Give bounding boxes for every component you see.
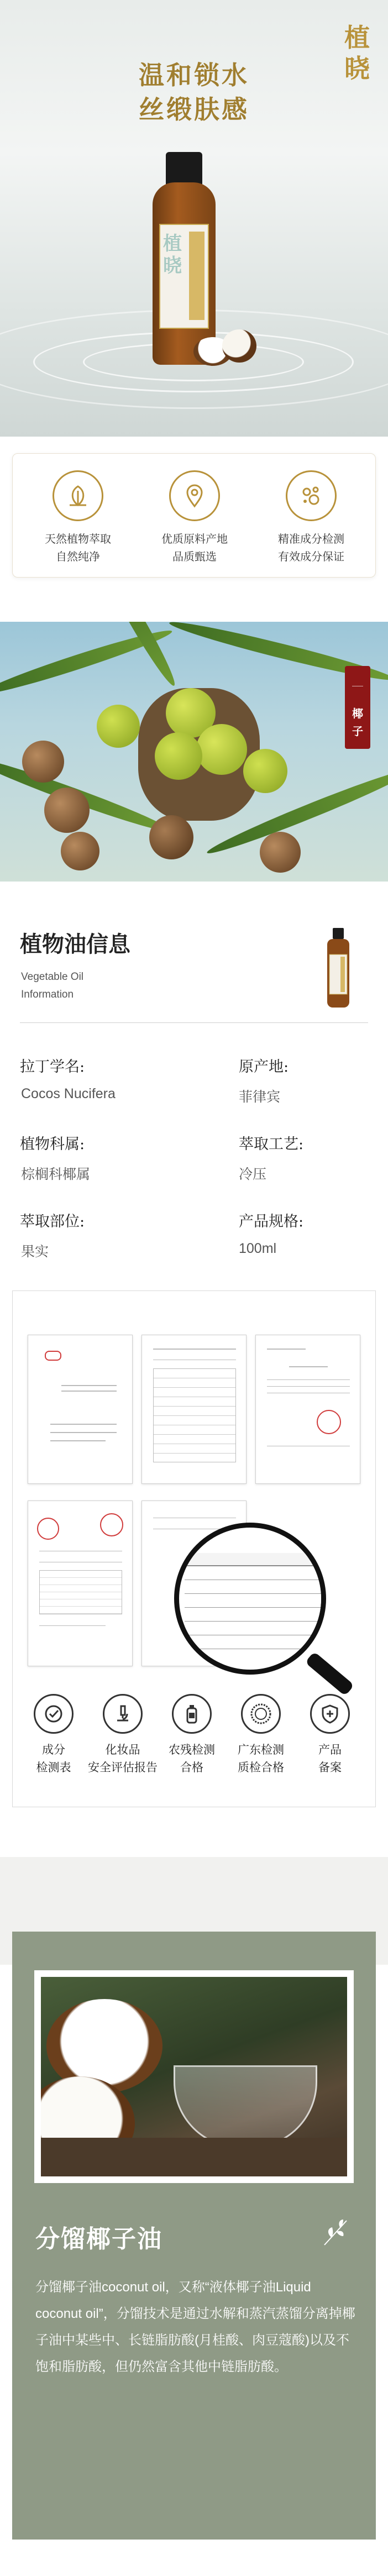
cert-table bbox=[39, 1570, 122, 1614]
coconut-tag bbox=[345, 666, 370, 749]
cert-caption-line1: 产品 bbox=[318, 1743, 342, 1756]
cert-caption-line2: 检测表 bbox=[36, 1761, 71, 1774]
green-coconut bbox=[243, 749, 287, 793]
cert-caption-line2: 质检合格 bbox=[238, 1761, 284, 1774]
shield-icon bbox=[310, 1694, 350, 1734]
leaf-icon bbox=[53, 470, 103, 521]
features-card bbox=[12, 453, 376, 578]
certificate-document bbox=[28, 1335, 133, 1484]
hero-banner bbox=[0, 0, 388, 437]
cert-caption-line1: 广东检测 bbox=[238, 1743, 284, 1756]
feature-title: 优质原料产地 bbox=[161, 532, 228, 545]
extraction-method-label: 萃取工艺: bbox=[239, 1136, 304, 1153]
oil-description: 分馏椰子油coconut oil，又称“液体椰子油Liquid coconut oil”，分馏技术是通过水解和蒸汽蒸馏分离掉椰子油中某些中、长链脂肪酸(月桂酸、肉豆蔻酸)以及不饱和脂肪酸，但仍然富含其他中链脂肪酸。 bbox=[35, 2280, 355, 2374]
product-spec-label: 产品规格: bbox=[239, 1213, 304, 1230]
wooden-table bbox=[41, 2138, 347, 2176]
coconut-tree-photo bbox=[0, 622, 388, 882]
bottle-thumbnail bbox=[322, 927, 355, 1010]
oil-panel bbox=[12, 1932, 376, 2540]
cert-caption bbox=[87, 1741, 159, 1776]
fractionated-oil-section bbox=[0, 1816, 388, 2576]
feature-subtitle: 有效成分保证 bbox=[278, 550, 344, 563]
cert-stamp bbox=[317, 1410, 341, 1434]
feature-item bbox=[23, 470, 133, 565]
magnified-table bbox=[185, 1566, 323, 1649]
cert-caption-line1: 成分 bbox=[42, 1743, 65, 1756]
cert-caption bbox=[294, 1741, 366, 1776]
origin-label: 原产地: bbox=[239, 1058, 289, 1075]
info-title: 植物油信息 bbox=[20, 931, 130, 957]
latin-name-label: 拉丁学名: bbox=[20, 1058, 85, 1075]
cert-caption-line2: 备案 bbox=[318, 1761, 342, 1774]
certificate-document bbox=[255, 1335, 360, 1484]
oil-photo bbox=[41, 1977, 347, 2176]
coconut-half bbox=[222, 329, 256, 363]
coconut-tag-text: 椰子 bbox=[352, 707, 363, 738]
check-badge-icon bbox=[34, 1694, 74, 1734]
dry-coconut bbox=[44, 788, 90, 833]
dry-coconut bbox=[22, 741, 64, 783]
magnified-table-header bbox=[185, 1553, 323, 1566]
dry-coconut bbox=[260, 832, 301, 873]
extraction-part-label: 萃取部位: bbox=[20, 1213, 85, 1230]
molecule-icon bbox=[286, 470, 337, 521]
magnifier-lens bbox=[174, 1523, 326, 1675]
bottle-label bbox=[159, 224, 209, 329]
hero-title-line1: 温和锁水 bbox=[139, 60, 249, 90]
cert-caption bbox=[156, 1741, 228, 1776]
microscope-icon bbox=[103, 1694, 143, 1734]
green-coconut bbox=[196, 724, 247, 775]
cert-caption-line1: 化妆品 bbox=[105, 1743, 140, 1756]
info-divider bbox=[20, 1022, 368, 1023]
oil-title: 分馏椰子油 bbox=[35, 2225, 162, 2253]
cert-stamp bbox=[37, 1518, 59, 1540]
cert-caption bbox=[18, 1741, 90, 1776]
cert-caption-line1: 农残检测 bbox=[169, 1743, 215, 1756]
feature-title: 天然植物萃取 bbox=[45, 532, 111, 545]
extraction-part-value: 果实 bbox=[21, 1244, 49, 1260]
cert-stamp bbox=[100, 1513, 123, 1536]
bottle-label-mark: 植 晓 bbox=[163, 233, 182, 277]
plant-sprig-icon bbox=[319, 2216, 352, 2249]
hero-title-line2: 丝缎肤感 bbox=[139, 95, 249, 124]
bottle-icon bbox=[172, 1694, 212, 1734]
product-spec-value: 100ml bbox=[239, 1241, 277, 1256]
bottle-label-stripe bbox=[189, 232, 205, 320]
dry-coconut bbox=[149, 815, 193, 859]
feature-title: 精准成分检测 bbox=[278, 532, 344, 545]
info-subtitle-line1: Vegetable Oil bbox=[21, 971, 84, 983]
cert-table bbox=[153, 1368, 236, 1462]
location-pin-icon bbox=[169, 470, 220, 521]
feature-item bbox=[139, 470, 250, 565]
cert-caption-line2: 合格 bbox=[180, 1761, 203, 1774]
plant-family-label: 植物科属: bbox=[20, 1136, 85, 1153]
origin-value: 菲律宾 bbox=[239, 1089, 281, 1105]
green-coconut bbox=[97, 705, 140, 748]
bottle-cap bbox=[166, 152, 202, 185]
glass-oil-jug bbox=[174, 2065, 317, 2148]
extraction-method-value: 冷压 bbox=[239, 1167, 267, 1182]
seal-icon bbox=[241, 1694, 281, 1734]
certificate-document bbox=[28, 1501, 133, 1666]
vegetable-oil-info bbox=[0, 882, 388, 1290]
cert-caption-line2: 安全评估报告 bbox=[88, 1761, 158, 1774]
info-subtitle-line2: Information bbox=[21, 989, 74, 1000]
latin-name-value: Cocos Nucifera bbox=[21, 1086, 116, 1101]
feature-subtitle: 品质甄选 bbox=[172, 550, 217, 563]
oil-photo-frame bbox=[34, 1970, 354, 2183]
certificate-document bbox=[141, 1335, 247, 1484]
feature-item bbox=[256, 470, 366, 565]
green-coconut bbox=[155, 732, 202, 780]
certificates-section bbox=[0, 1290, 388, 1816]
features-section bbox=[0, 437, 388, 586]
cert-logo bbox=[45, 1351, 61, 1361]
cert-caption bbox=[225, 1741, 297, 1776]
plant-family-value: 棕榈科椰属 bbox=[21, 1167, 91, 1182]
dry-coconut bbox=[61, 832, 99, 870]
brand-logo: 植 晓 bbox=[344, 23, 370, 83]
feature-subtitle: 自然纯净 bbox=[56, 550, 100, 563]
